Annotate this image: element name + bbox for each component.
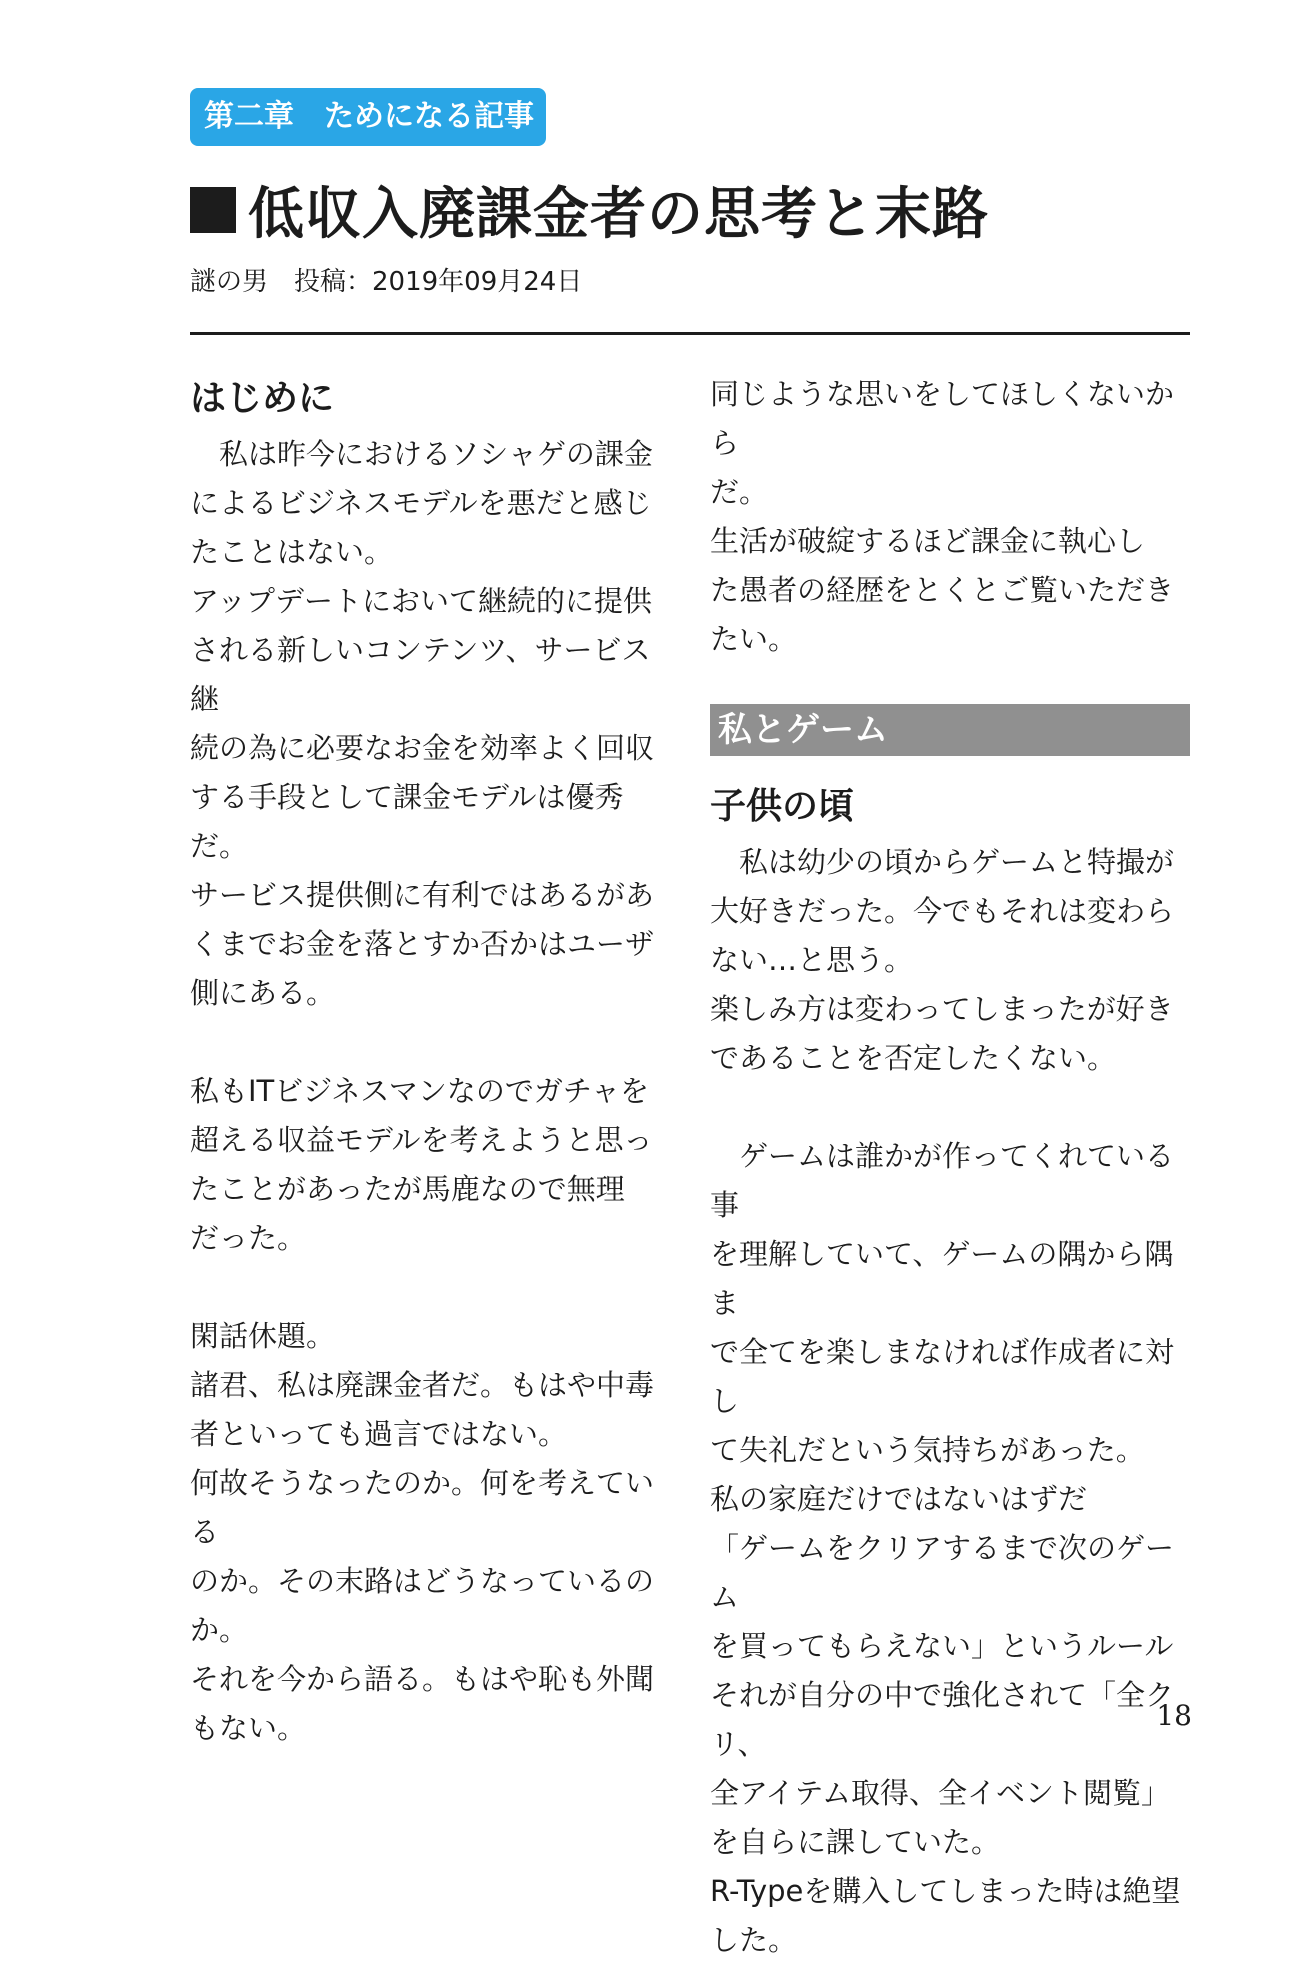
byline: 謎の男 投稿：2019年09月24日 (190, 267, 583, 297)
header-divider (190, 332, 1190, 335)
left-column (190, 370, 670, 1753)
section-heading-intro: はじめに (190, 378, 335, 419)
chapter-tag: 第二章 ためになる記事 (190, 88, 546, 146)
article-title (190, 170, 989, 250)
paragraph: 私もITビジネスマンなのでガチャを 超える収益モデルを考えようと思っ たことがあったが馬鹿なので無理 だった。 (190, 1074, 653, 1255)
right-column (710, 370, 1190, 1965)
paragraph: 閑話休題。 諸君、私は廃課金者だ。もはや中毒 者といっても過言ではない。 何故そうなったのか。何を考えている のか。その末路はどうなっているの か。 それを今から語る。もはや恥も外聞 もない。 (190, 1319, 655, 1745)
square-bullet-icon (190, 187, 236, 233)
paragraph: 私は昨今におけるソシャゲの課金 によるビジネスモデルを悪だと感じ たことはない。 アップデートにおいて継続的に提供 される新しいコンテンツ、サービス継 続の為に必要なお金を効率よく回収 する手段として課金モデルは優秀 だ。 サービス提供側に有利ではあるがあ くまでお金を落とすか否かはユーザ 側にある。 (190, 437, 655, 1010)
page-number: 18 (1156, 1699, 1192, 1732)
paragraph: 私は幼少の頃からゲームと特撮が 大好きだった。今でもそれは変わら ない…と思う。 楽しみ方は変わってしまったが好き であることを否定したくない。 (710, 845, 1175, 1075)
subheading-childhood: 子供の頃 (710, 786, 855, 827)
paragraph: ゲームは誰かが作ってくれている事 を理解していて、ゲームの隅から隅ま で全てを楽しまなければ作成者に対し て失礼だという気持ちがあった。 私の家庭だけではないはずだ 「ゲームをクリアするまで次のゲーム を買ってもらえない」というルール それが自分の中で強化されて「全クリ、 全アイテム取得、全イベント閲覧」 を自らに課していた。 R-Typeを購入してしまった時は絶望 した。 (710, 1139, 1181, 1957)
section-bar: 私とゲーム (710, 704, 1190, 756)
paragraph: 同じような思いをしてほしくないから だ。 生活が破綻するほど課金に執心し た愚者の経歴をとくとご覧いただき たい。 (710, 377, 1175, 656)
article-title-text: 低収入廃課金者の思考と末路 (248, 182, 989, 247)
